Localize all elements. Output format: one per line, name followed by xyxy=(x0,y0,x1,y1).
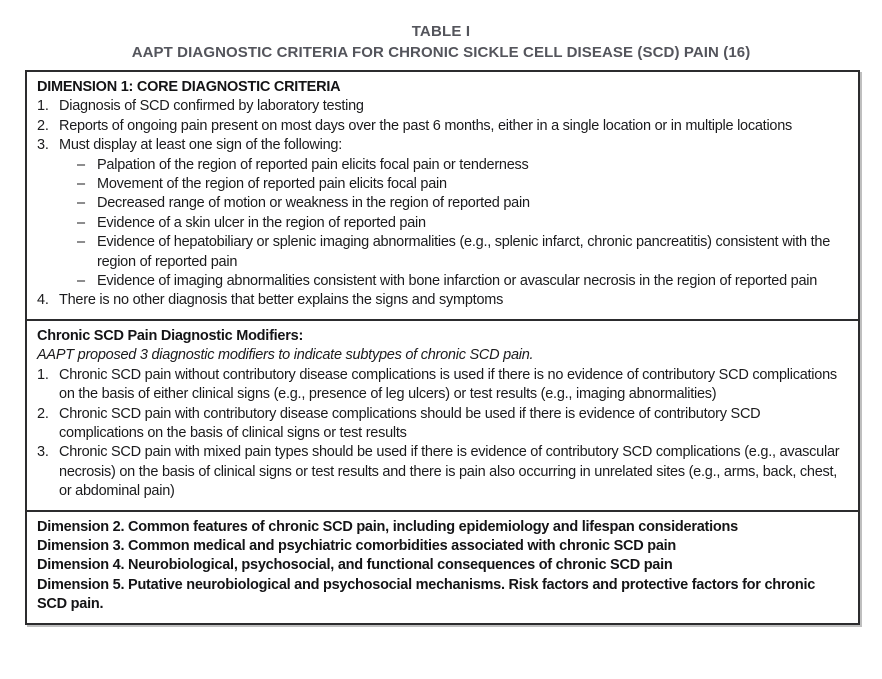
core-item-4 xyxy=(37,291,848,310)
item-number: 1. xyxy=(37,366,49,383)
dimension-2-line: Dimension 2. Common features of chronic SCD pain, including epidemiology and lifespan considerations xyxy=(37,518,738,535)
table-title: AAPT DIAGNOSTIC CRITERIA FOR CHRONIC SICKLE CELL DISEASE (SCD) PAIN (16) xyxy=(131,44,751,61)
item-number: 1. xyxy=(37,98,49,115)
dash-bullet: – xyxy=(77,214,85,231)
modifier-item-3 xyxy=(37,443,848,501)
dimension-4-line: Dimension 4. Neurobiological, psychosocial, and functional consequences of chronic SCD pain xyxy=(37,557,673,574)
section-core-criteria xyxy=(27,72,858,319)
table-number-label: TABLE I xyxy=(411,23,471,40)
modifiers-intro: AAPT proposed 3 diagnostic modifiers to indicate subtypes of chronic SCD pain. xyxy=(37,347,534,364)
core-item-1 xyxy=(37,97,848,116)
item-number: 2. xyxy=(37,117,49,134)
sign-text: Movement of the region of reported pain elicits focal pain xyxy=(97,176,447,193)
core-item-2 xyxy=(37,117,848,136)
core-sign-item xyxy=(77,272,848,291)
item-number: 4. xyxy=(37,292,49,309)
dash-bullet: – xyxy=(77,273,85,290)
core-item-3 xyxy=(37,136,848,155)
dash-bullet: – xyxy=(77,234,85,251)
core-sign-item xyxy=(77,233,848,272)
sign-text: Decreased range of motion or weakness in the region of reported pain xyxy=(97,195,530,212)
core-sign-item xyxy=(77,175,848,194)
item-text: Must display at least one sign of the following: xyxy=(59,137,342,154)
dimension-5-line: Dimension 5. Putative neurobiological and psychosocial mechanisms. Risk factors and protective factors for chronic SCD pain. xyxy=(37,576,816,613)
item-number: 3. xyxy=(37,137,49,154)
dash-bullet: – xyxy=(77,156,85,173)
modifiers-heading: Chronic SCD Pain Diagnostic Modifiers: xyxy=(37,327,304,344)
section-diagnostic-modifiers xyxy=(27,319,858,510)
modifier-item-1 xyxy=(37,366,848,405)
item-text: Reports of ongoing pain present on most days over the past 6 months, either in a single location or in multiple locations xyxy=(59,117,793,134)
item-text: Chronic SCD pain with contributory disease complications should be used if there is evidence of contributory SCD complications on the basis of clinical signs or test results xyxy=(59,405,761,441)
sign-text: Evidence of hepatobiliary or splenic imaging abnormalities (e.g., splenic infarct, chronic pancreatitis) consistent with the region of reported pain xyxy=(97,234,831,270)
sign-text: Palpation of the region of reported pain elicits focal pain or tenderness xyxy=(97,156,529,173)
table-caption xyxy=(0,21,882,63)
item-text: There is no other diagnosis that better explains the signs and symptoms xyxy=(59,292,504,309)
sign-text: Evidence of imaging abnormalities consistent with bone infarction or avascular necrosis in the region of reported pain xyxy=(97,273,818,290)
core-sign-item xyxy=(77,156,848,175)
core-sign-item xyxy=(77,194,848,213)
criteria-table xyxy=(25,70,860,625)
item-text: Chronic SCD pain without contributory disease complications is used if there is no evidence of contributory SCD complications on the basis of either clinical signs (e.g., presence of leg ulcers) or test results (e.g., imaging abnormalities) xyxy=(59,366,837,403)
item-text: Diagnosis of SCD confirmed by laboratory testing xyxy=(59,98,364,115)
section-other-dimensions xyxy=(27,510,858,623)
sign-text: Evidence of a skin ulcer in the region of reported pain xyxy=(97,214,426,231)
item-text: Chronic SCD pain with mixed pain types should be used if there is evidence of contributory SCD complications (e.g., avascular necrosis) on the basis of clinical signs or test results and there is pain also occurring in unrelated sites (e.g., arms, back, chest, or abdominal pain) xyxy=(59,444,840,500)
dimension-3-line: Dimension 3. Common medical and psychiatric comorbidities associated with chronic SCD pain xyxy=(37,537,677,554)
item-number: 3. xyxy=(37,444,49,461)
dash-bullet: – xyxy=(77,176,85,193)
dash-bullet: – xyxy=(77,195,85,212)
item-number: 2. xyxy=(37,405,49,422)
modifier-item-2 xyxy=(37,405,848,444)
core-sign-item xyxy=(77,214,848,233)
core-heading: DIMENSION 1: CORE DIAGNOSTIC CRITERIA xyxy=(37,79,341,95)
